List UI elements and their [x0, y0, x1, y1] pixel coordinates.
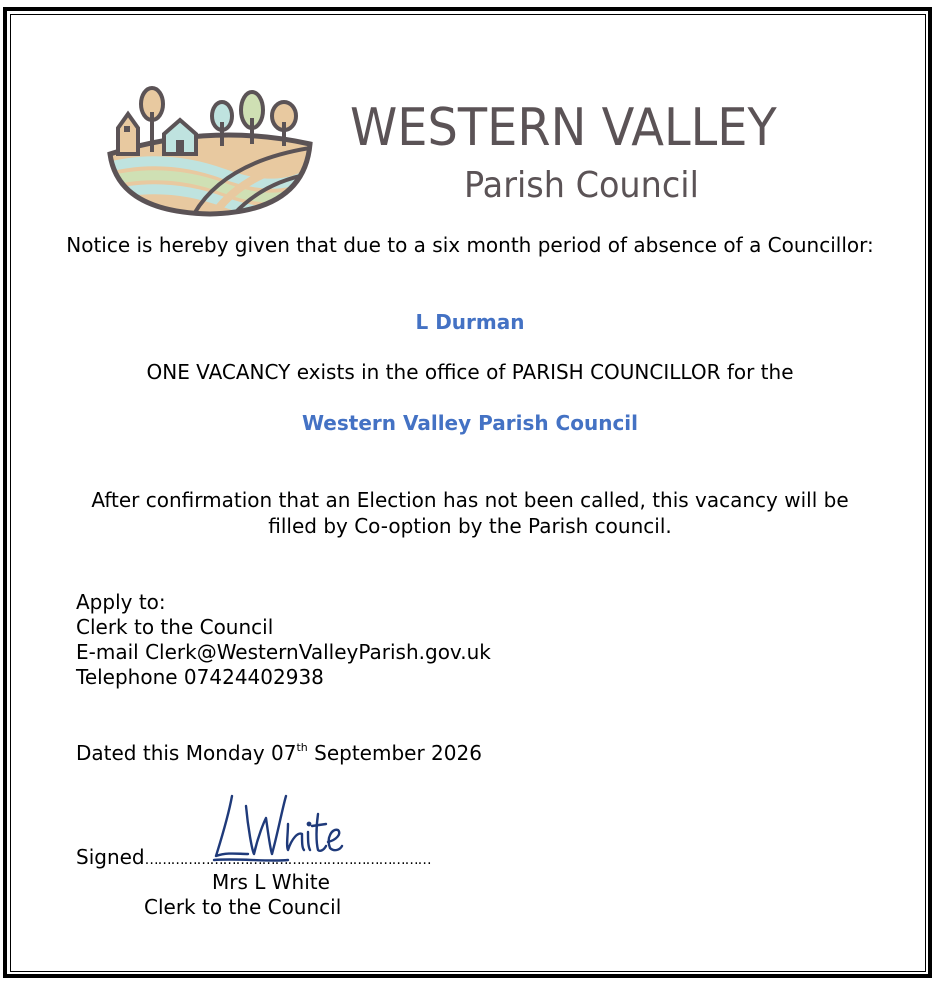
signed-label: Signed [76, 845, 145, 869]
councillor-name: L Durman [415, 310, 525, 334]
apply-telephone: Telephone 07424402938 [76, 665, 324, 689]
vacancy-line: ONE VACANCY exists in the office of PARISH COUNCILLOR for the [146, 360, 794, 384]
dated-ordinal: th [296, 741, 308, 755]
apply-recipient: Clerk to the Council [76, 615, 274, 639]
logo-title: WESTERN VALLEY [350, 98, 777, 158]
parish-logo-icon [104, 82, 316, 218]
dated-prefix: Dated this Monday 07 [76, 741, 297, 765]
signatory-name: Mrs L White [212, 870, 330, 894]
signature-dots: ………………………………………………………… [144, 852, 431, 868]
logo-subtitle: Parish Council [464, 165, 699, 206]
council-name: Western Valley Parish Council [301, 411, 639, 435]
confirmation-text: After confirmation that an Election has not been called, this vacancy will be filled by Co-option by the Parish council. [91, 488, 849, 538]
apply-email: E-mail Clerk@WesternValleyParish.gov.uk [76, 640, 491, 664]
signed-line [76, 845, 431, 873]
notice-intro: Notice is hereby given that due to a six month period of absence of a Councillor: [66, 233, 874, 257]
signatory-role: Clerk to the Council [144, 895, 342, 919]
dated-line [76, 741, 482, 766]
apply-heading: Apply to: [76, 590, 166, 614]
dated-rest: September 2026 [307, 741, 482, 765]
